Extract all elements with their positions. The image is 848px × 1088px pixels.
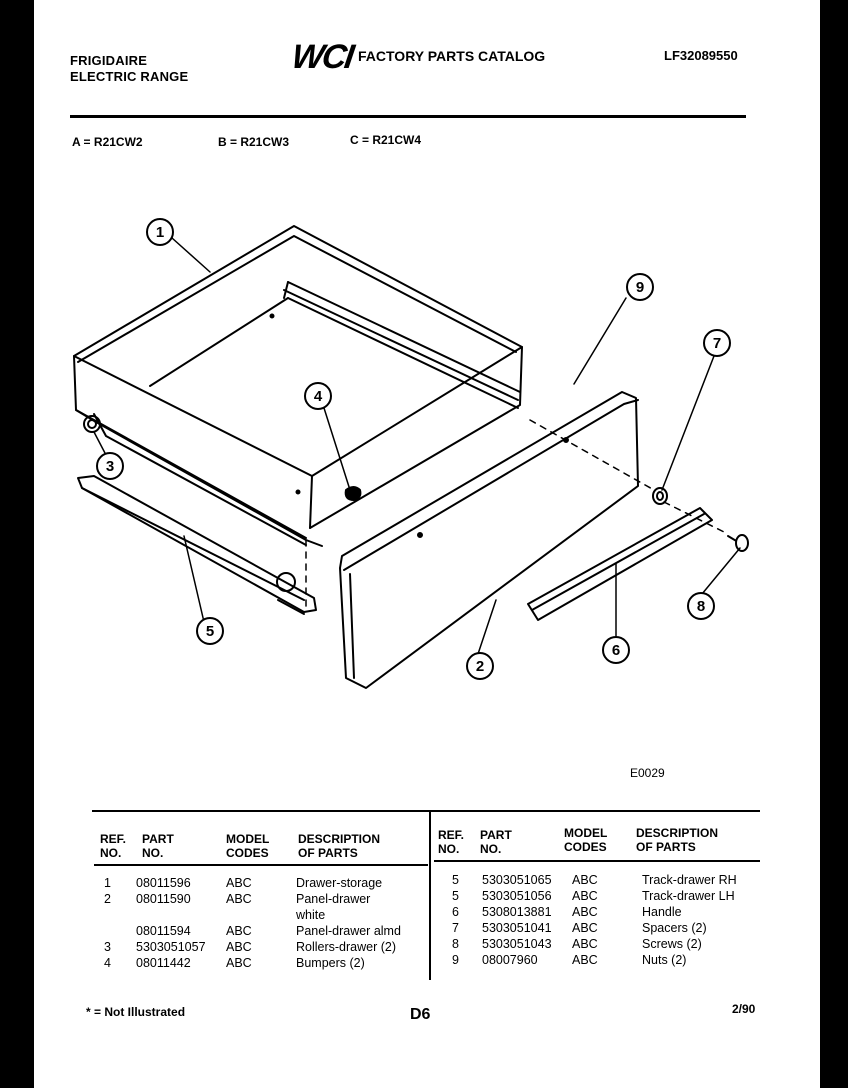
page-code: D6 — [410, 1006, 431, 1023]
left-header-rule — [94, 864, 428, 866]
left-part-header: PART NO. — [142, 832, 174, 860]
part-row-part: 08007960 — [482, 953, 538, 967]
callout-9: 9 — [635, 279, 645, 296]
part-row-desc: Bumpers (2) — [296, 956, 365, 970]
part-row-model: ABC — [572, 953, 598, 967]
part-row-desc: Spacers (2) — [642, 921, 707, 935]
part-row-desc: Rollers-drawer (2) — [296, 940, 397, 954]
part-row-desc: Panel-drawer — [296, 892, 371, 906]
catalog-page — [34, 0, 820, 1088]
table-top-rule — [92, 810, 760, 812]
callout-2: 2 — [475, 658, 485, 675]
right-part-header: PART NO. — [480, 828, 512, 856]
callout-5: 5 — [205, 623, 215, 640]
part-row-ref: 5 — [452, 873, 459, 887]
screw-drawing — [728, 535, 748, 551]
figure-code: E0029 — [630, 766, 665, 780]
spacer-drawing — [653, 488, 667, 504]
bumper-drawing — [346, 487, 361, 500]
part-row-model: ABC — [226, 924, 252, 938]
part-row-part: 5303051056 — [482, 889, 552, 903]
part-row-part: 08011590 — [136, 892, 191, 906]
part-row-model: ABC — [226, 940, 252, 954]
right-header-rule — [434, 860, 760, 862]
callout-4: 4 — [313, 388, 323, 405]
product-type: ELECTRIC RANGE — [70, 69, 189, 84]
part-row-model: ABC — [572, 873, 598, 887]
callout-8: 8 — [696, 598, 706, 615]
callout-6: 6 — [611, 642, 621, 659]
part-row-desc: Nuts (2) — [642, 953, 687, 967]
model-c: C = R21CW4 — [350, 133, 422, 147]
part-row-model: ABC — [226, 956, 252, 970]
panel-drawer-drawing — [340, 392, 638, 688]
part-row-ref: 5 — [452, 889, 459, 903]
callout-1: 1 — [155, 224, 165, 241]
exploded-parts-diagram — [34, 0, 820, 780]
part-row-part: 5308013881 — [482, 905, 552, 919]
part-row-part: 08011442 — [136, 956, 191, 970]
callout-3: 3 — [105, 458, 115, 475]
catalog-title: FACTORY PARTS CATALOG — [358, 48, 546, 64]
left-ref-header: REF. NO. — [100, 832, 127, 860]
left-model-header: MODEL CODES — [226, 832, 270, 860]
part-row-ref: 3 — [104, 940, 111, 954]
revision-date: 2/90 — [732, 1002, 756, 1016]
part-row-model: ABC — [226, 876, 252, 890]
part-row-part: 5303051041 — [482, 921, 552, 935]
part-row-desc: white — [296, 908, 326, 922]
not-illustrated-note: * = Not Illustrated — [86, 1005, 186, 1019]
part-row-ref: 9 — [452, 953, 459, 967]
left-desc-header: DESCRIPTION OF PARTS — [298, 832, 381, 860]
part-row-ref: 6 — [452, 905, 459, 919]
part-row-ref: 1 — [104, 876, 111, 890]
table-divider — [429, 812, 431, 980]
model-a: A = R21CW2 — [72, 135, 143, 149]
part-row-ref: 8 — [452, 937, 459, 951]
part-row-part: 5303051043 — [482, 937, 552, 951]
part-row-part: 08011594 — [136, 924, 191, 938]
part-row-model: ABC — [572, 937, 598, 951]
part-row-ref: 4 — [104, 956, 111, 970]
right-model-header: MODEL CODES — [564, 826, 608, 854]
part-row-model: ABC — [572, 889, 598, 903]
callout-7: 7 — [712, 335, 722, 352]
catalog-number: LF32089550 — [664, 48, 738, 63]
brand-name: FRIGIDAIRE — [70, 53, 148, 68]
part-row-part: 08011596 — [136, 876, 191, 890]
part-row-desc: Handle — [642, 905, 682, 919]
part-row-part: 5303051065 — [482, 873, 552, 887]
part-row-desc: Track-drawer LH — [642, 889, 735, 903]
part-row-desc: Track-drawer RH — [642, 873, 737, 887]
part-row-desc: Panel-drawer almd — [296, 924, 401, 938]
part-row-ref: 2 — [104, 892, 111, 906]
part-row-desc: Screws (2) — [642, 937, 702, 951]
part-row-model: ABC — [572, 905, 598, 919]
part-row-part: 5303051057 — [136, 940, 206, 954]
part-row-ref: 7 — [452, 921, 459, 935]
right-desc-header: DESCRIPTION OF PARTS — [636, 826, 719, 854]
right-ref-header: REF. NO. — [438, 828, 465, 856]
part-row-desc: Drawer-storage — [296, 876, 383, 890]
wci-logo: WCI — [289, 38, 355, 76]
part-row-model: ABC — [226, 892, 252, 906]
part-row-model: ABC — [572, 921, 598, 935]
model-b: B = R21CW3 — [218, 135, 290, 149]
